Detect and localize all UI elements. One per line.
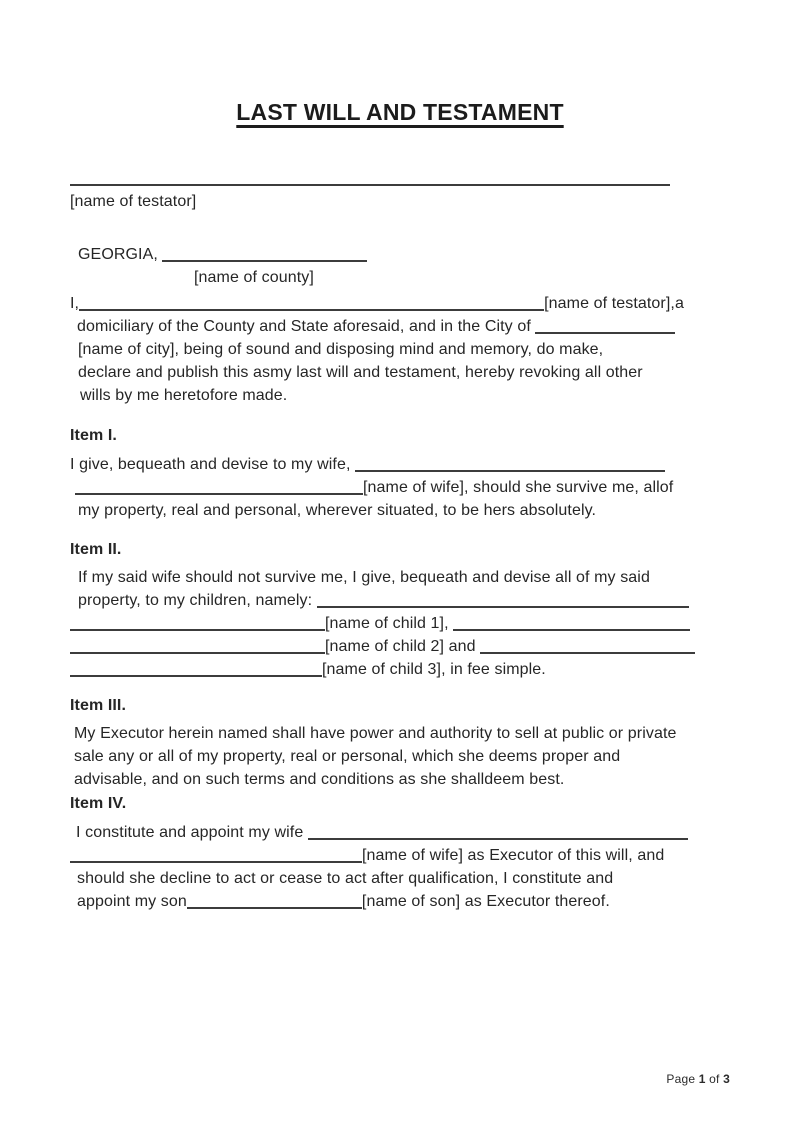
text-run: [name of county] [194,269,314,286]
text-run: [name of city], being of sound and disposing mind and memory, do make, [78,341,604,358]
text-run: I constitute and appoint my wife [76,824,308,841]
text-run: GEORGIA, [78,246,163,263]
text-run: [name of testator] [70,193,197,210]
text-run: [name of child 3], in fee simple. [322,661,546,678]
spacer [70,376,78,377]
blank-fill-in-line [70,660,322,677]
text-run: [name of child 2] and [325,638,481,655]
text-run: property, to my children, namely: [78,592,317,609]
text-run: Page [666,1072,699,1086]
blank-fill-in-line [308,823,688,840]
text-run: [name of wife], should she survive me, allof [363,479,674,496]
text-run: My Executor herein named shall have power and authority to sell at public or private [74,725,677,742]
document-blocks [0,167,800,913]
blank-fill-in-line [317,591,689,608]
state-county-block [70,243,715,289]
item-i-heading: Item I. [70,427,117,444]
text-run: [name of child 1], [325,615,454,632]
text-run: should she decline to act or cease to act after qualification, I constitute and [77,870,614,887]
blank-fill-in-line [162,245,367,262]
item-ii-paragraph [70,566,715,681]
spacer [70,905,77,906]
opening-paragraph [70,292,715,407]
item-iv-paragraph [70,821,715,913]
item-i-paragraph [70,453,715,522]
item-iii-paragraph [70,722,715,791]
will-document-page [0,98,800,1086]
text-run: advisable, and on such terms and conditions as she shalldeem best. [74,771,565,788]
text-run: [name of wife] as Executor of this will, and [362,847,665,864]
text-run: I, [70,295,80,312]
spacer [70,604,78,605]
spacer [70,882,77,883]
spacer [70,514,78,515]
blank-fill-in-line [355,455,665,472]
text-run-bold: 1 [698,1072,706,1086]
page-number [666,1072,730,1086]
blank-fill-in-line [70,169,670,186]
spacer [70,399,80,400]
blank-fill-in-line [453,614,690,631]
text-run: [name of testator],a [544,295,684,312]
text-run: my property, real and personal, wherever situated, to be hers absolutely. [78,502,597,519]
blank-fill-in-line [70,637,325,654]
text-run-bold: 3 [723,1072,730,1086]
text-run: wills by me heretofore made. [80,387,288,404]
blank-fill-in-line [70,846,362,863]
text-run: [name of son] as Executor thereof. [361,893,610,910]
text-run: domiciliary of the County and State aforesaid, and in the City of [77,318,536,335]
item-iv-heading: Item IV. [70,795,127,812]
item-ii-heading: Item II. [70,541,122,558]
testator-name-block [70,167,715,213]
spacer [70,330,77,331]
blank-fill-in-line [70,614,325,631]
blank-fill-in-line [79,294,544,311]
item-iii-heading: Item III. [70,697,127,714]
blank-fill-in-line [75,478,363,495]
spacer [70,258,78,259]
blank-fill-in-line [480,637,695,654]
spacer [70,281,194,282]
spacer [70,581,78,582]
text-run: declare and publish this asmy last will and testament, hereby revoking all other [78,364,643,381]
text-run: appoint my son [77,893,187,910]
text-run: of [705,1072,724,1086]
spacer [70,353,78,354]
text-run: If my said wife should not survive me, I give, bequeath and devise all of my said [78,569,650,586]
blank-fill-in-line [187,892,362,909]
blank-fill-in-line [535,317,675,334]
page-title: LAST WILL AND TESTAMENT [236,99,564,125]
text-run: sale any or all of my property, real or personal, which she deems proper and [74,748,621,765]
text-run: I give, bequeath and devise to my wife, [70,456,356,473]
